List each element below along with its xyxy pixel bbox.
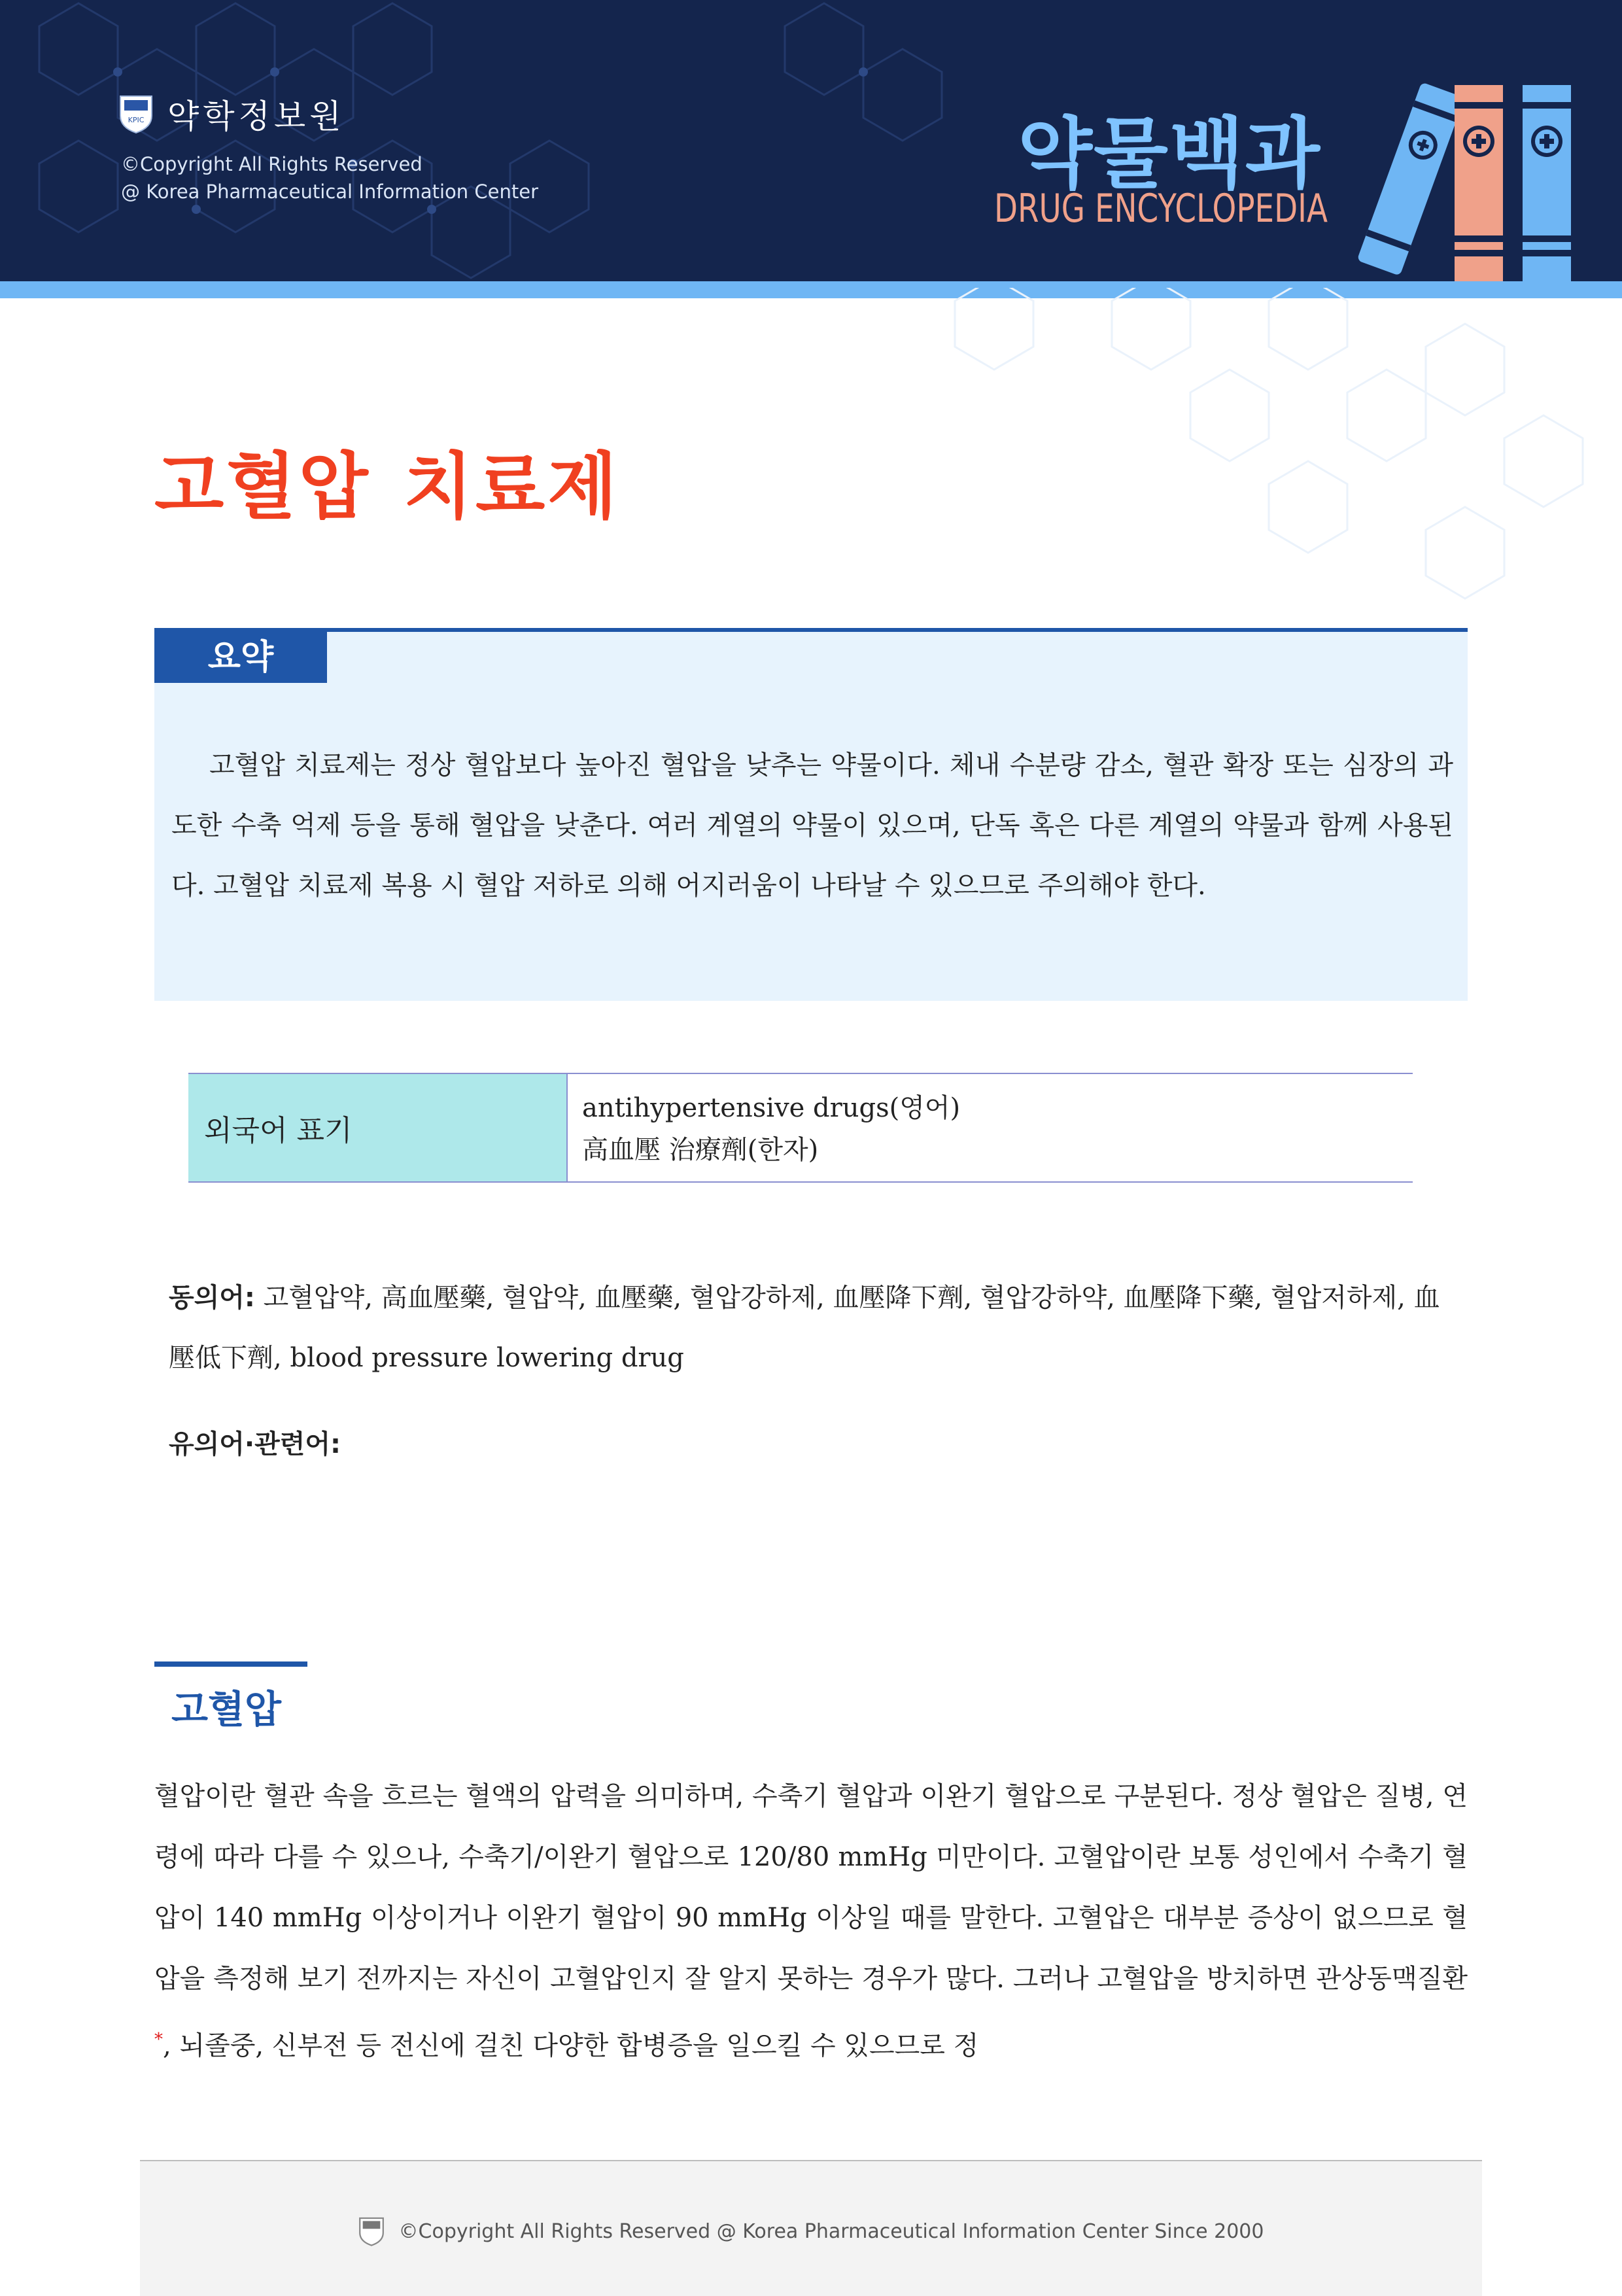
footer-content — [140, 2216, 1482, 2246]
title-word-1: 고혈압 — [154, 445, 371, 529]
related-terms-label: 유의어·관련어: — [169, 1429, 341, 1459]
section-title: 고혈압 — [171, 1687, 282, 1731]
section-text-part-2: , 뇌졸중, 신부전 등 전신에 걸친 다양한 합병증을 일으킬 수 있으므로 정 — [163, 2030, 979, 2061]
summary-text: 고혈압 치료제는 정상 혈압보다 높아진 혈압을 낮추는 약물이다. 체내 수분량 감소, 혈관 확장 또는 심장의 과도한 수축 억제 등을 통해 혈압을 낮춘다. 여러 계열의 약물이 있으며, 단독 혹은 다른 계열의 약물과 함께 사용된다. 고혈압 치료제 복용 시 혈압 저하로 의해 어지러움이 나타날 수 있으므로 주의해야 한다. — [171, 750, 1453, 901]
synonyms-text: 고혈압약, 高血壓藥, 혈압약, 血壓藥, 혈압강하제, 血壓降下劑, 혈압강하약, 血壓降下藥, 혈압저하제, 血壓低下劑, blood pressure lowering drug — [169, 1283, 1440, 1373]
glossary-mark[interactable]: * — [154, 2030, 163, 2049]
foreign-names-table — [188, 1073, 1413, 1183]
page-footer — [140, 2160, 1482, 2296]
footer-shield-logo-icon — [358, 2216, 385, 2246]
kpic-shield-logo-icon — [119, 94, 153, 134]
light-hexagon-decoration — [903, 288, 1622, 628]
title-word-2: 치료제 — [403, 445, 620, 529]
header-copyright-line: ©Copyright All Rights Reserved — [121, 153, 423, 175]
brand-title-english: DRUG ENCYCLOPEDIA — [994, 186, 1328, 232]
brand-title-korean: 약물백과 — [1018, 109, 1321, 199]
summary-tab-label: 요약 — [154, 632, 327, 683]
header-organization-line: @ Korea Pharmaceutical Information Center — [121, 181, 538, 203]
foreign-names-values — [568, 1074, 960, 1181]
section-body-text — [154, 1766, 1468, 2076]
synonyms-label: 동의어: — [169, 1283, 255, 1313]
organization-brand[interactable] — [119, 90, 345, 137]
foreign-names-label: 외국어 표기 — [188, 1074, 568, 1181]
organization-name: 약학정보원 — [167, 97, 345, 135]
page-header — [0, 0, 1622, 281]
svg-text:KPIC: KPIC — [128, 116, 145, 124]
section-text-part-1: 혈압이란 혈관 속을 흐르는 혈액의 압력을 의미하며, 수축기 혈압과 이완기 혈압으로 구분된다. 정상 혈압은 질병, 연령에 따라 다를 수 있으나, 수축기/이완기 혈압으로 120/80 mmHg 미만이다. 고혈압이란 보통 성인에서 수축기 혈압이 140 mmHg 이상이거나 이완기 혈압이 90 mmHg 이상일 때를 말한다. 고혈압은 대부분 증상이 없으므로 혈압을 측정해 보기 전까지는 자신이 고혈압인지 잘 알지 못하는 경우가 많다. 그러나 고혈압을 방치하면 관상동맥질환 — [154, 1781, 1468, 1994]
synonyms — [169, 1268, 1464, 1388]
foreign-name-english: antihypertensive drugs(영어) — [582, 1093, 961, 1123]
footer-copyright-text: ©Copyright All Rights Reserved @ Korea Pharmaceutical Information Center Since 2000 — [398, 2219, 1264, 2243]
foreign-name-hanja: 高血壓 治療劑(한자) — [582, 1135, 819, 1165]
medicine-books-icon — [1334, 72, 1609, 281]
page-title — [154, 429, 620, 532]
section-rule — [154, 1661, 307, 1667]
